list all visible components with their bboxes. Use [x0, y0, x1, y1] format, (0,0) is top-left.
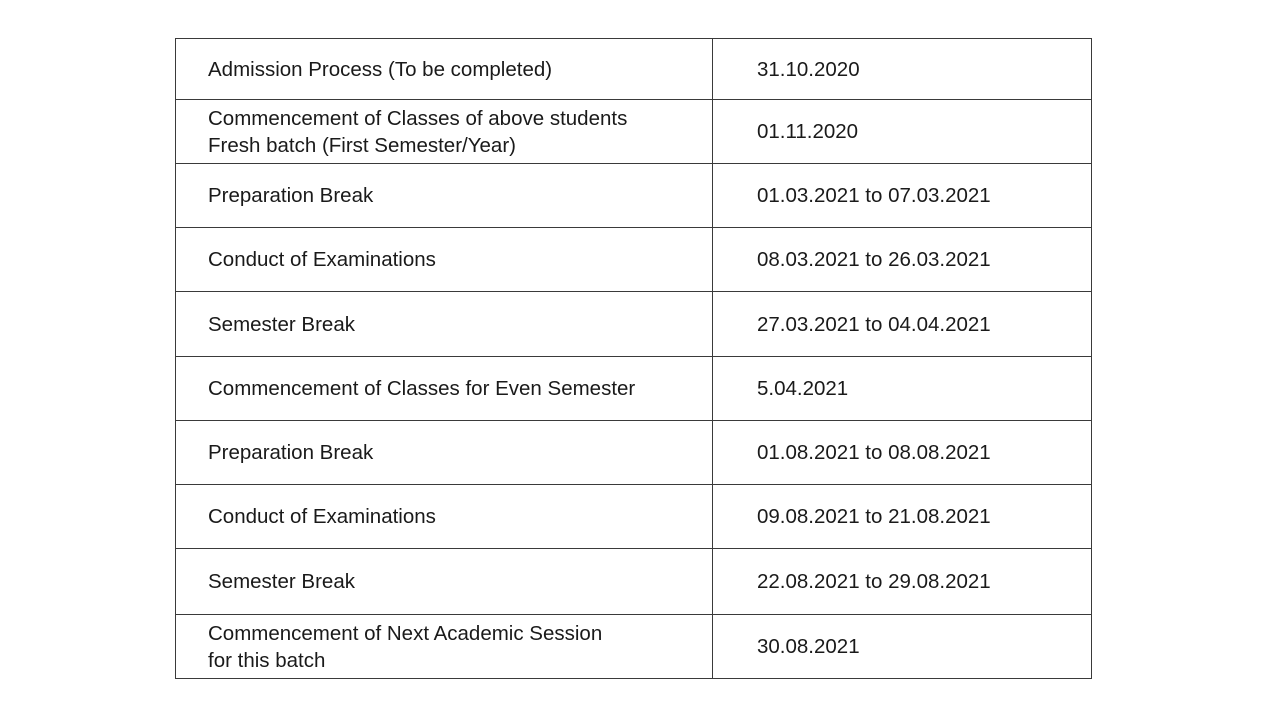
table-row — [176, 485, 1092, 549]
event-label: Commencement of Classes for Even Semester — [208, 377, 636, 400]
table-row — [176, 357, 1092, 421]
table-row — [176, 100, 1092, 164]
date-value: 22.08.2021 to 29.08.2021 — [757, 570, 991, 593]
date-cell — [713, 164, 1092, 228]
date-cell — [713, 100, 1092, 164]
table-row — [176, 549, 1092, 615]
event-label: Admission Process (To be completed) — [208, 57, 553, 81]
table-row — [176, 292, 1092, 357]
date-cell — [713, 228, 1092, 292]
event-label: Commencement of Classes of above students Fresh batch (First Semester/Year) — [208, 106, 628, 157]
event-cell — [176, 39, 713, 100]
date-cell — [713, 485, 1092, 549]
event-label: Conduct of Examinations — [208, 505, 436, 528]
date-value: 5.04.2021 — [757, 377, 849, 400]
event-cell — [176, 357, 713, 421]
date-cell — [713, 549, 1092, 615]
date-value: 01.11.2020 — [757, 120, 859, 143]
date-value: 01.03.2021 to 07.03.2021 — [757, 184, 991, 207]
event-cell — [176, 549, 713, 615]
date-cell — [713, 357, 1092, 421]
event-label: Preparation Break — [208, 184, 374, 207]
event-label: Semester Break — [208, 312, 355, 336]
event-label: Conduct of Examinations — [208, 248, 436, 271]
date-cell — [713, 615, 1092, 679]
date-value: 08.03.2021 to 26.03.2021 — [757, 248, 991, 271]
date-value: 30.08.2021 — [757, 635, 860, 658]
date-value: 01.08.2021 to 08.08.2021 — [757, 441, 991, 464]
event-cell — [176, 100, 713, 164]
event-cell — [176, 421, 713, 485]
date-cell — [713, 39, 1092, 100]
table-row — [176, 421, 1092, 485]
event-cell — [176, 164, 713, 228]
event-cell — [176, 292, 713, 357]
date-value: 09.08.2021 to 21.08.2021 — [757, 505, 991, 528]
date-value: 31.10.2020 — [757, 57, 860, 81]
academic-schedule-table — [175, 38, 1092, 679]
event-label: Preparation Break — [208, 441, 374, 464]
event-label: Commencement of Next Academic Session for this batch — [208, 621, 603, 672]
table-row — [176, 615, 1092, 679]
date-cell — [713, 421, 1092, 485]
event-cell — [176, 228, 713, 292]
event-label: Semester Break — [208, 570, 355, 593]
table-row — [176, 228, 1092, 292]
table-row — [176, 164, 1092, 228]
date-cell — [713, 292, 1092, 357]
date-value: 27.03.2021 to 04.04.2021 — [757, 312, 991, 336]
table-row — [176, 39, 1092, 100]
event-cell — [176, 615, 713, 679]
event-cell — [176, 485, 713, 549]
